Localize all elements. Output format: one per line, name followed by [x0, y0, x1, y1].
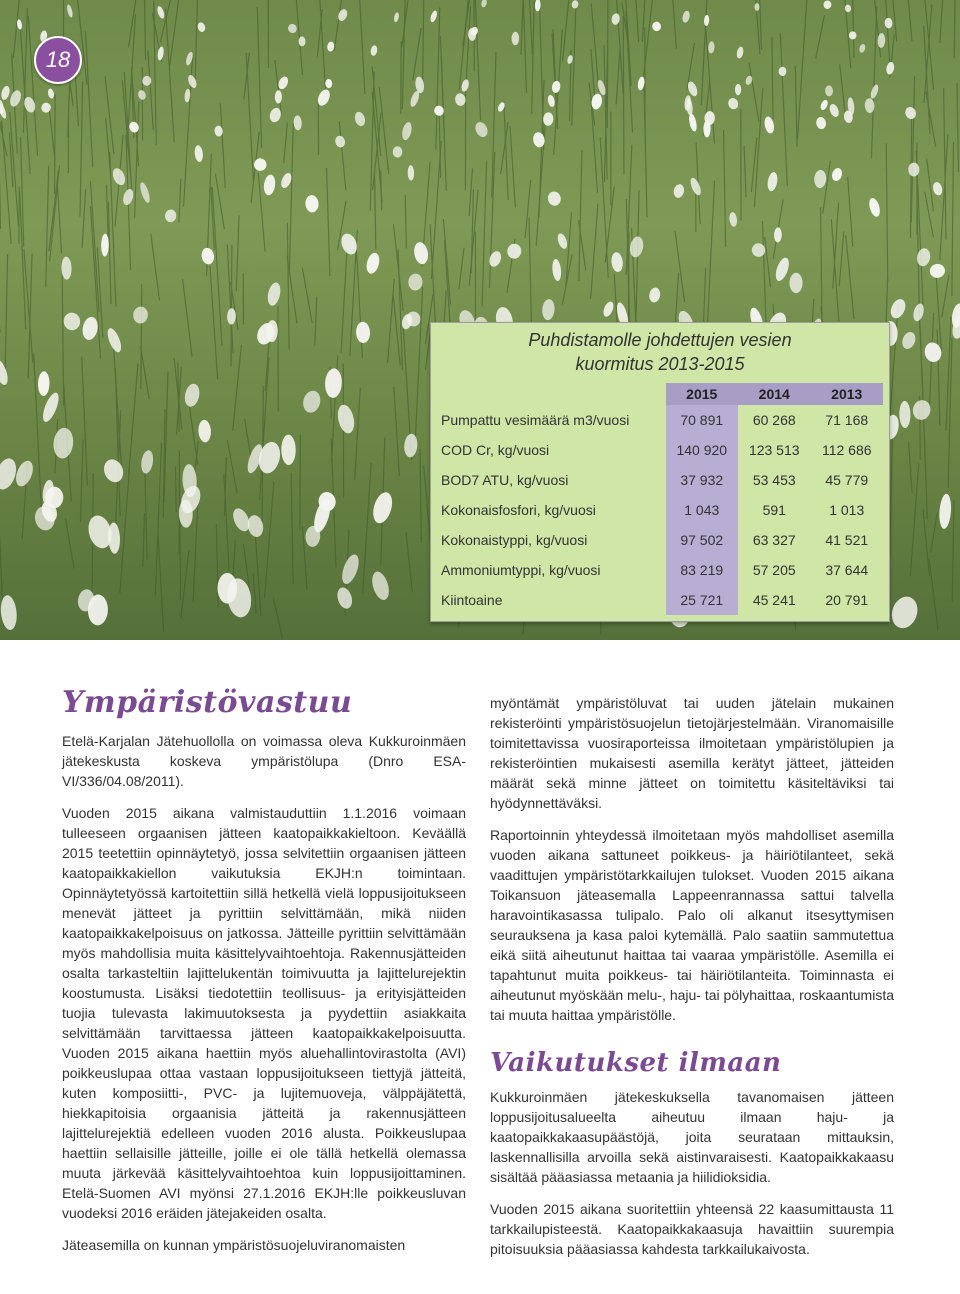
cell-2014: 57 205 — [752, 562, 796, 578]
right-column — [490, 693, 894, 1271]
section-heading-vaikutukset-ilmaan: Vaikutukset ilmaan — [490, 1048, 782, 1078]
table-row — [437, 585, 883, 615]
header-year-2014: 2014 — [738, 383, 810, 405]
cell-2015: 140 920 — [666, 435, 738, 465]
right-paragraph-3: Kukkuroinmäen jätekeskuksella tavanomaisen jätteen loppusijoitusalueelta aiheutuu ilmaan haju- ja kaatopaikkakaasupäästöjä, joita seurataan mittauksin, laskennallisilla arvoilla sekä aistinvaraisesti. Kaatopaikkakaasu sisältää pääasiassa metaania ja hiilidioksidia. — [490, 1089, 894, 1185]
page-number: 18 — [45, 47, 71, 72]
table-row — [437, 435, 883, 465]
row-label: Kokonaistyppi, kg/vuosi — [441, 532, 588, 548]
table-title-line1: Puhdistamolle johdettujen vesien — [528, 330, 792, 350]
header-year-2013: 2013 — [810, 383, 883, 405]
load-table-panel — [430, 322, 890, 622]
cell-2015: 83 219 — [666, 555, 738, 585]
cotton-grass-photo — [0, 0, 960, 640]
right-paragraph-1: myöntämät ympäristöluvat tai uuden jätelain mukainen rekisteröinti ympäristösuojelun tietojärjestelmään. Viranomaisille toimitettavissa vuosiraporteissa ilmoitetaan ympäristölupien ja rekisteröintien mukaisesti asemilla kerätyt jätteet, jätteiden määrät sekä minne jätteet on toimitettu käsiteltäviksi tai hyödynnettäväksi. — [490, 695, 894, 811]
header-blank — [437, 383, 666, 405]
header-year-2015: 2015 — [666, 383, 738, 405]
table-row — [437, 405, 883, 435]
left-paragraph-2: Vuoden 2015 aikana valmistauduttiin 1.1.2016 voimaan tulleeseen orgaanisen jätteen kaatopaikkakieltoon. Keväällä 2015 teetettiin opinnäytetyö, jossa selvitettiin orgaanisen jätteen kaatopaikkakiellon vaikutuksia EKJH:n toimintaan. Opinnäytetyössä kartoitettiin sillä hetkellä vielä loppusijoitukseen menevät jätteet ja pyrittiin selvittämään, mikä niiden kaatopaikkakelpoisuus on jatkossa. Jätteille pyrittiin selvittämään myös mahdollisia muita käsittelyvaihtoehtoja. Rakennusjätteiden osalta tarkasteltiin lajittelukentän toimivuutta ja lajittelurejektin koostumusta. Lisäksi tiedotettiin teollisuus- ja erityisjätteiden tuojia tulevasta lakimuutoksesta ja pyydettiin asiakkaita selvittämään tarvittaessa jätteen kaatopaikkakelpoisuutta. Vuoden 2015 aikana haettiin myös aluehallintovirastolta (AVI) poikkeuslupaa ottaa vastaan loppusijoitukseen tiettyjä jätteitä, kuten komposiitti-, PVC- ja lujitemuoveja, välppäjätettä, hiekkapitoisia orgaanisia jätteitä ja rakennusjätteen lajittelurejektiä edelleen vuoden 2016 alusta. Poikkeuslupaa haettiin sellaisille jätteille, joille ei ole tällä hetkellä olemassa muuta järkevää käsittelyvaihtoehtoa kuin loppusijoittaminen. Etelä-Suomen AVI myönsi 27.1.2016 EKJH:lle poikkeusluvan vuodeksi 2016 eräiden jätejakeiden osalta. — [62, 805, 466, 1221]
cell-2014: 591 — [762, 502, 786, 518]
left-column — [62, 685, 466, 1267]
cell-2015: 25 721 — [666, 585, 738, 615]
cell-2015: 97 502 — [666, 525, 738, 555]
right-paragraph-2: Raportoinnin yhteydessä ilmoitetaan myös mahdolliset asemilla vuoden aikana sattuneet poikkeus- ja häiriötilanteet, sekä vaadittujen ympäristötarkkailujen tulokset. Vuoden 2015 aikana Toikansuon jäteasemalla Lappeenrannassa sattui talvella haravointikasassa tulipalo. Palo oli alkanut itsesyttymisen seurauksena ja kasa paloi kytemällä. Palo saatiin sammutettua eikä siitä aiheutunut haittaa tai vaaraa ympäristölle. Asemilla ei tapahtunut muita poikkeus- tai häiriötilanteita. Toiminnasta ei aiheutunut myöskään melu-, haju- tai pölyhaittaa, roskaantumista tai muuta haittaa ympäristölle. — [490, 827, 894, 1023]
cell-2013: 112 686 — [821, 442, 872, 458]
cell-2015: 70 891 — [666, 405, 738, 435]
table-row — [437, 465, 883, 495]
cell-2014: 60 268 — [752, 412, 796, 428]
cell-2014: 53 453 — [752, 472, 796, 488]
table-row — [437, 495, 883, 525]
table-header-row — [437, 383, 883, 405]
right-paragraph-4: Vuoden 2015 aikana suoritettiin yhteensä 22 kaasumittausta 11 tarkkailupisteestä. Kaatopaikkakaasuja havaittiin suurempia pitoisuuksia pääasiassa kahdesta tarkkailukaivosta. — [490, 1201, 894, 1257]
cell-2013: 41 521 — [825, 532, 869, 548]
cell-2014: 63 327 — [752, 532, 796, 548]
cell-2014: 45 241 — [752, 592, 796, 608]
cell-2013: 20 791 — [825, 592, 869, 608]
table-row — [437, 555, 883, 585]
cell-2013: 71 168 — [825, 412, 869, 428]
left-paragraph-1: Etelä-Karjalan Jätehuollolla on voimassa oleva Kukkuroinmäen jätekeskusta koskeva ympäristölupa (Dnro ESA-VI/336/04.08/2011). — [62, 733, 466, 789]
cell-2014: 123 513 — [748, 442, 800, 458]
table-row — [437, 525, 883, 555]
cell-2015: 37 932 — [666, 465, 738, 495]
row-label: COD Cr, kg/vuosi — [441, 442, 550, 458]
section-heading-ymparistovastuu: Ympäristövastuu — [62, 685, 353, 720]
page-number-badge — [34, 36, 82, 84]
row-label: Kokonaisfosfori, kg/vuosi — [441, 502, 596, 518]
cell-2013: 37 644 — [825, 562, 869, 578]
row-label: Kiintoaine — [441, 592, 503, 608]
cell-2013: 1 013 — [829, 502, 865, 518]
table-title-line2: kuormitus 2013-2015 — [575, 354, 745, 374]
cell-2013: 45 779 — [825, 472, 869, 488]
left-paragraph-3: Jäteasemilla on kunnan ympäristösuojeluviranomaisten — [62, 1237, 406, 1253]
row-label: Ammoniumtyppi, kg/vuosi — [441, 562, 601, 578]
table-title — [431, 328, 889, 376]
row-label: BOD7 ATU, kg/vuosi — [441, 472, 569, 488]
load-table — [437, 383, 883, 615]
cell-2015: 1 043 — [666, 495, 738, 525]
row-label: Pumpattu vesimäärä m3/vuosi — [441, 412, 630, 428]
